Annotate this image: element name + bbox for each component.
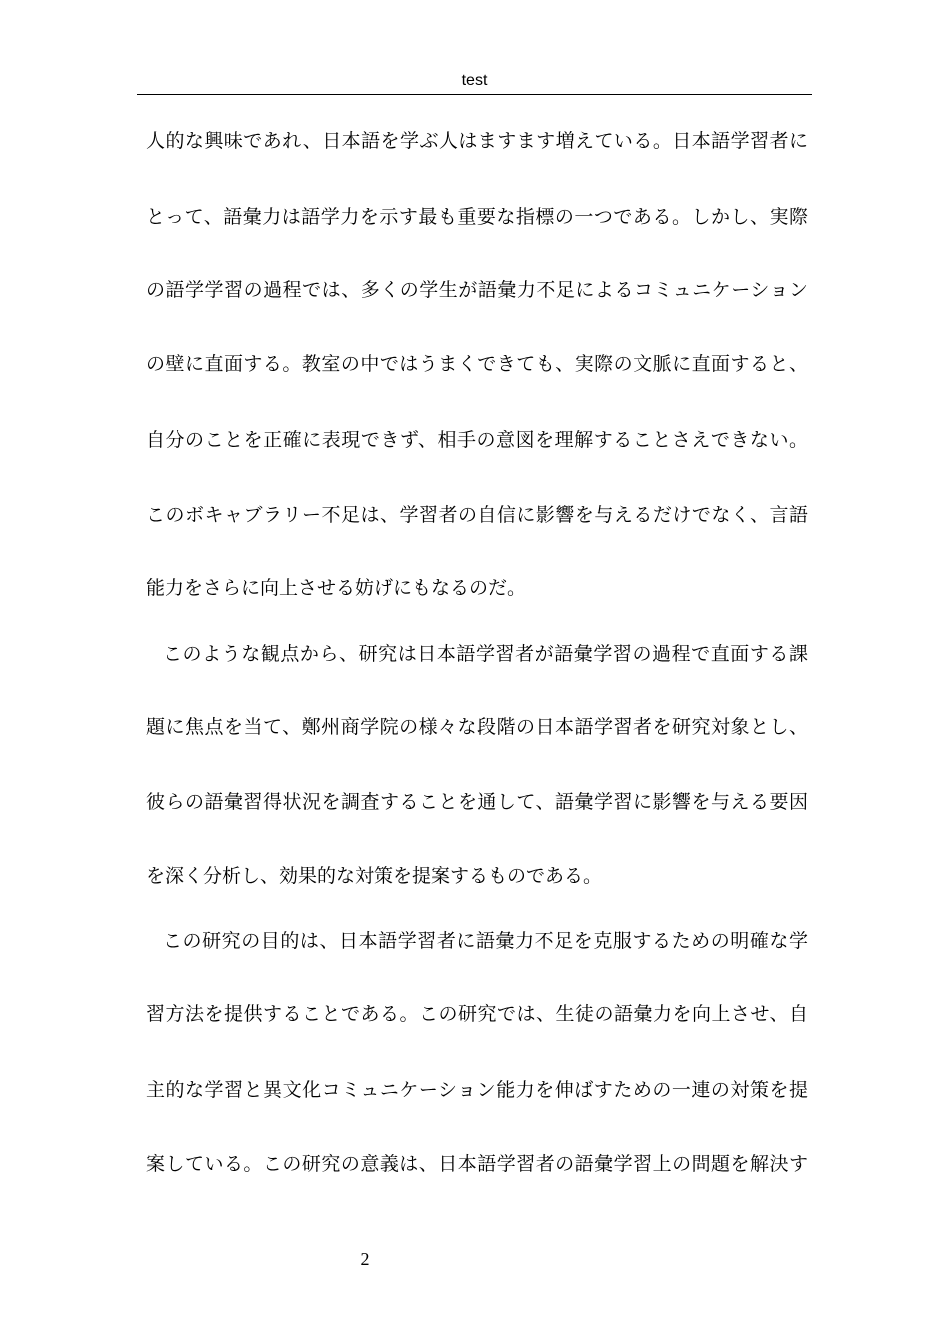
body-line: とって、語彙力は語学力を示す最も重要な指標の一つである。しかし、実際	[146, 206, 808, 228]
body-line: 題に焦点を当て、鄭州商学院の様々な段階の日本語学習者を研究対象とし、	[146, 716, 808, 738]
body-line: このような観点から、研究は日本語学習者が語彙学習の過程で直面する課	[163, 643, 808, 665]
body-line: このボキャブラリー不足は、学習者の自信に影響を与えるだけでなく、言語	[146, 504, 808, 526]
body-line: 主的な学習と異文化コミュニケーション能力を伸ばすための一連の対策を提	[146, 1079, 808, 1101]
body-line: の壁に直面する。教室の中ではうまくできても、実際の文脈に直面すると、	[146, 353, 808, 375]
header-title: test	[461, 72, 488, 89]
body-line: 案している。この研究の意義は、日本語学習者の語彙学習上の問題を解決す	[146, 1153, 808, 1175]
page-header	[137, 70, 812, 95]
page-number: 2	[360, 1249, 370, 1269]
body-line: 人的な興味であれ、日本語を学ぶ人はますます増えている。日本語学習者に	[146, 130, 808, 152]
body-line: 彼らの語彙習得状況を調査することを通して、語彙学習に影響を与える要因	[146, 791, 808, 813]
body-line: この研究の目的は、日本語学習者に語彙力不足を克服するための明確な学	[163, 930, 808, 952]
body-line: 習方法を提供することである。この研究では、生徒の語彙力を向上させ、自	[146, 1003, 808, 1025]
body-line: を深く分析し、効果的な対策を提案するものである。	[146, 865, 603, 887]
body-line: の語学学習の過程では、多くの学生が語彙力不足によるコミュニケーション	[146, 279, 808, 301]
body-line: 能力をさらに向上させる妨げにもなるのだ。	[146, 577, 527, 599]
body-line: 自分のことを正確に表現できず、相手の意図を理解することさえできない。	[146, 429, 808, 451]
